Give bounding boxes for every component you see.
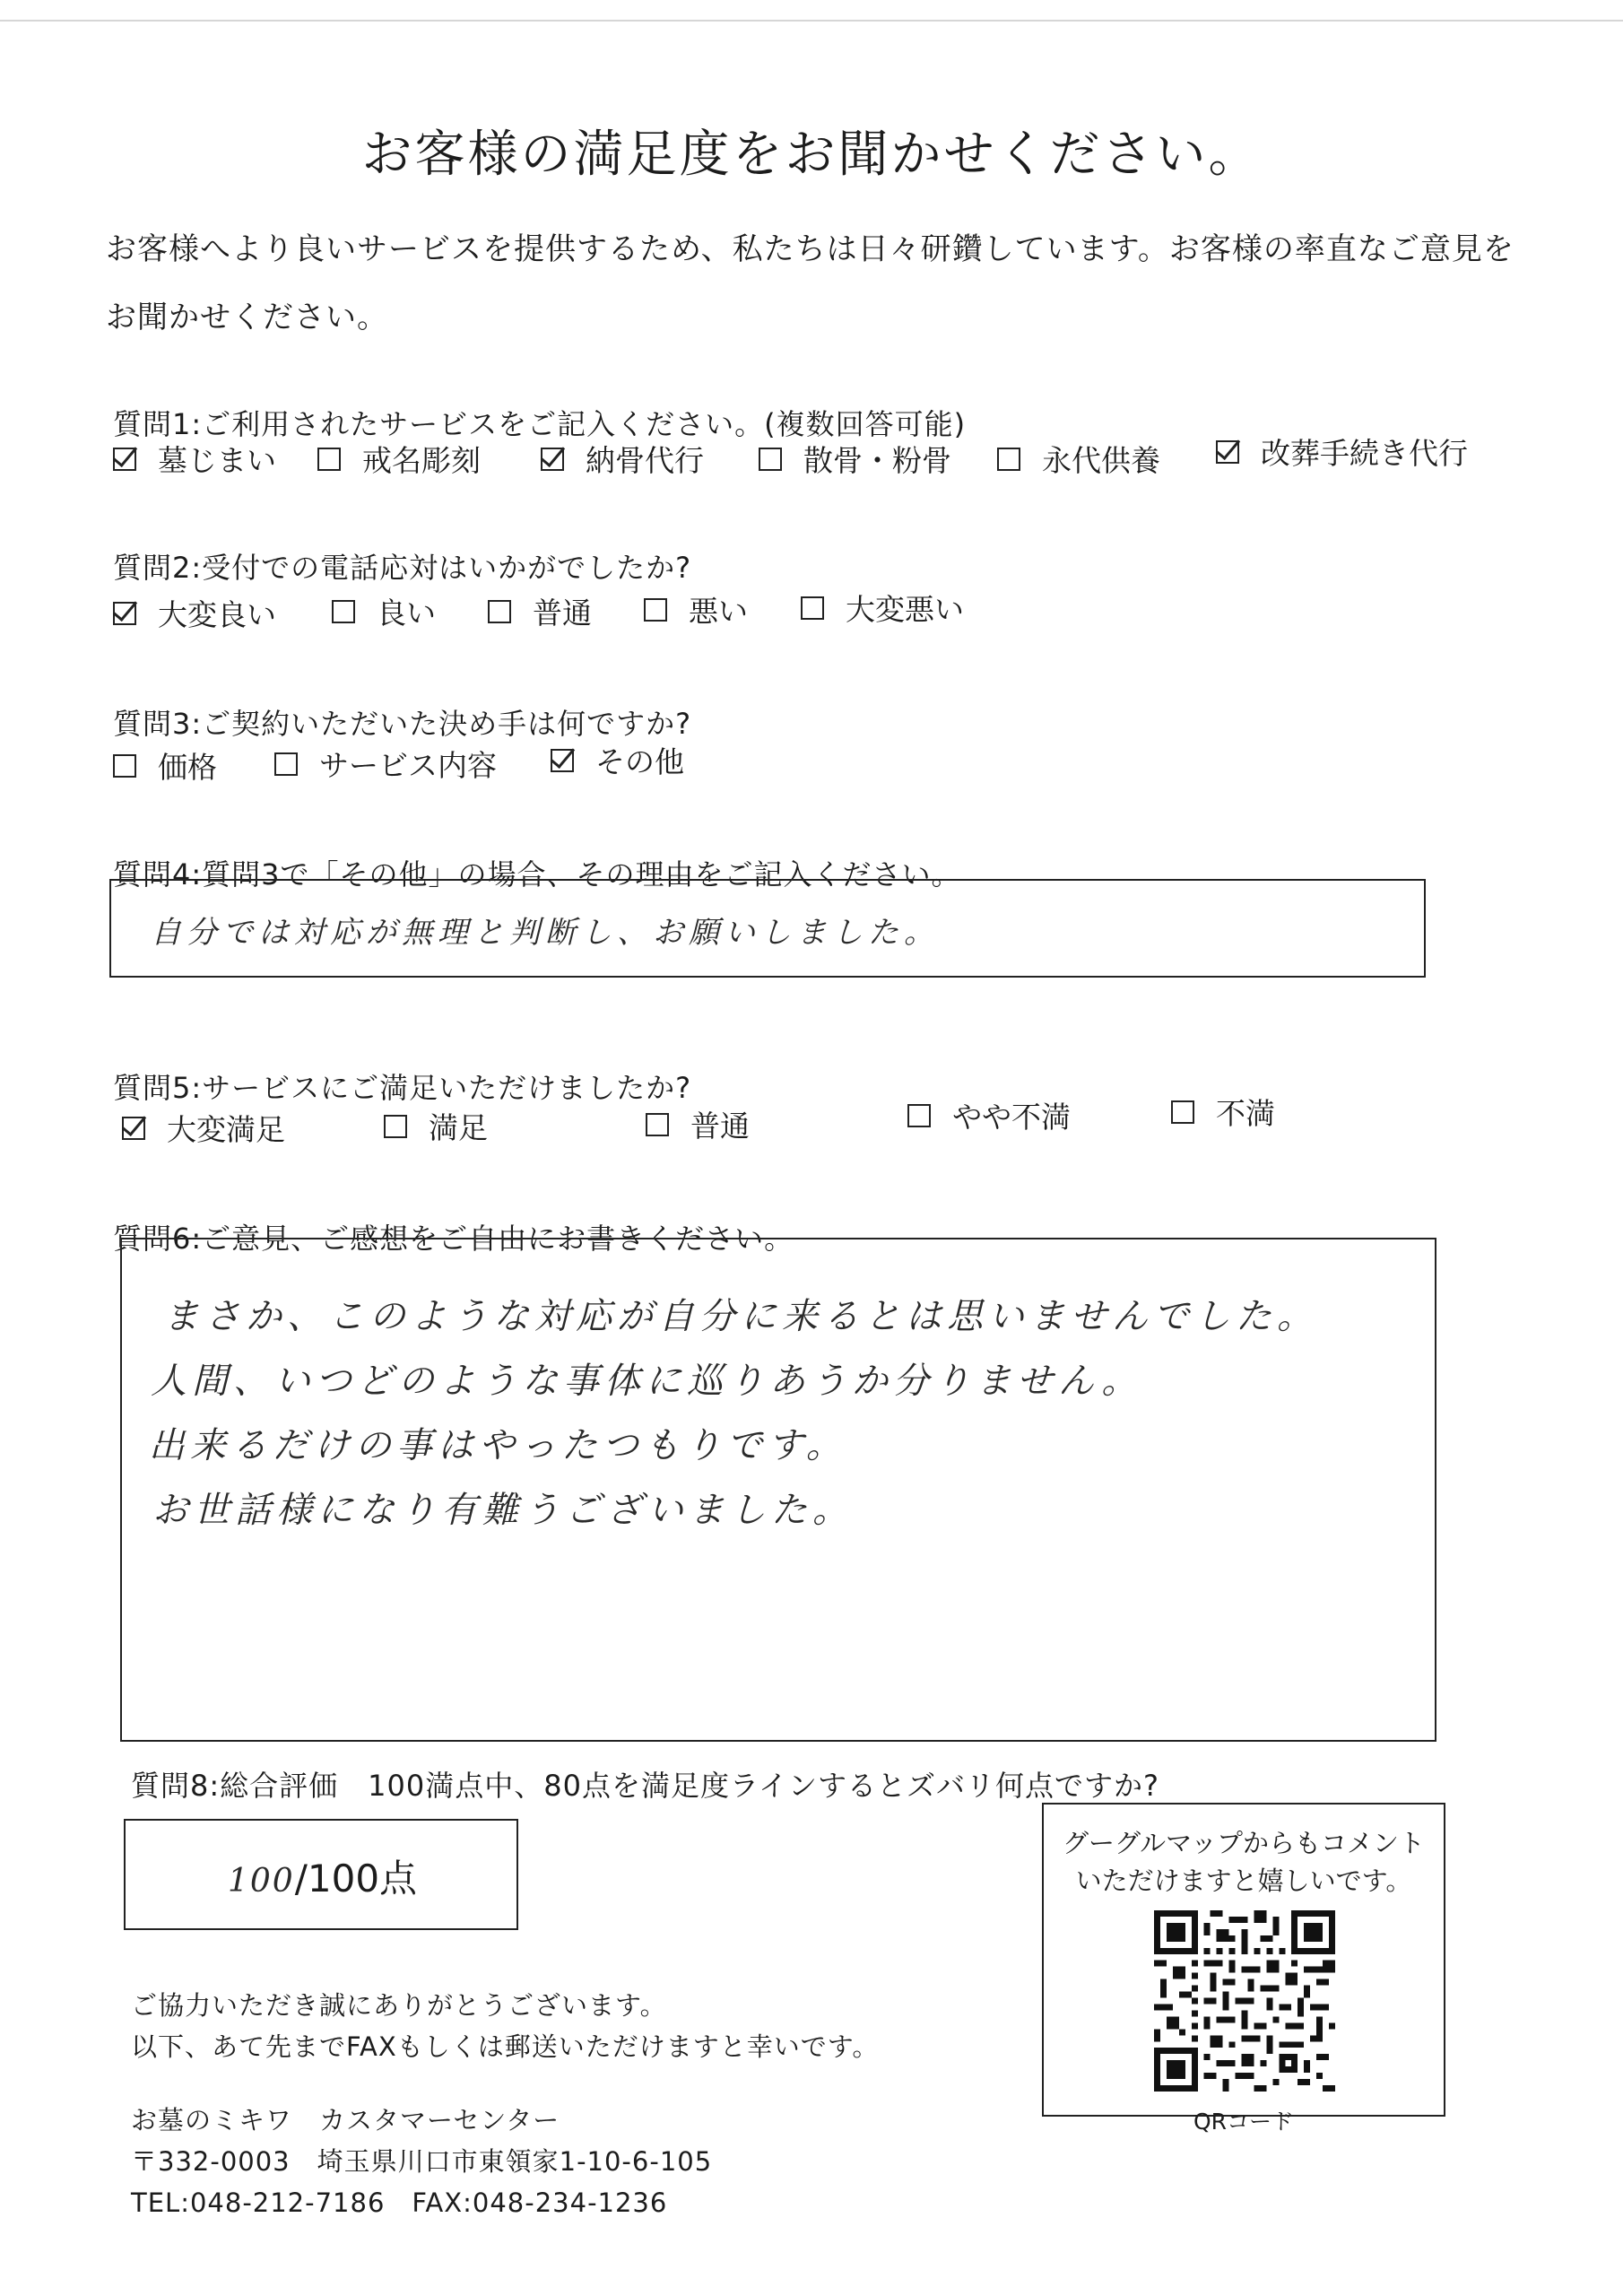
option-label: その他 [595, 744, 684, 779]
q2-option-3[interactable] [488, 590, 592, 632]
checkbox[interactable] [759, 448, 782, 471]
q1-option-4[interactable] [759, 438, 951, 480]
handwritten-score: 100 [228, 1863, 295, 1900]
qr-message-line-1: グーグルマップからもコメント [1063, 1828, 1425, 1858]
intro-line-2: お聞かせください。 [106, 300, 388, 335]
q6-handwritten-line-4: お世話様になり有難うございました。 [152, 1490, 854, 1531]
question-4-label: 質問4:質問3で「その他」の場合、その理由をご記入ください。 [113, 857, 961, 891]
checkbox[interactable] [332, 600, 355, 623]
q5-option-5[interactable] [1171, 1091, 1275, 1133]
option-label: 改葬手続き代行 [1261, 436, 1468, 471]
option-label: 価格 [158, 750, 217, 785]
question-3-label: 質問3:ご契約いただいた決め手は何ですか? [113, 707, 692, 741]
footer-thanks-1: ご協力いただき誠にありがとうございます。 [131, 1990, 667, 2021]
q3-option-1[interactable] [113, 744, 217, 787]
checkbox[interactable] [801, 596, 824, 620]
checkbox[interactable] [317, 448, 341, 471]
checkbox[interactable] [274, 752, 298, 776]
q5-option-3[interactable] [646, 1103, 750, 1145]
option-label: 悪い [689, 594, 748, 629]
q3-option-3[interactable] [551, 739, 684, 781]
q3-option-2[interactable] [274, 743, 497, 785]
option-label: 不満 [1216, 1096, 1275, 1131]
checkbox[interactable] [551, 749, 574, 772]
question-6-label: 質問6:ご意見、ご感想をご自由にお書きください。 [113, 1222, 794, 1256]
qr-message [1042, 1824, 1445, 1900]
checkbox[interactable] [997, 448, 1020, 471]
question-2-label: 質問2:受付での電話応対はいかがでしたか? [113, 551, 692, 585]
option-label: 大変良い [158, 597, 276, 632]
q5-option-2[interactable] [384, 1105, 488, 1147]
option-label: 満足 [429, 1110, 488, 1145]
footer-address: 〒332-0003 埼玉県川口市東領家1-10-6-105 [131, 2146, 713, 2177]
q1-option-5[interactable] [997, 438, 1160, 480]
page-title: お客様の満足度をお聞かせください。 [361, 126, 1262, 184]
question-5-label: 質問5:サービスにご満足いただけましたか? [113, 1071, 692, 1105]
question-8-label: 質問8:総合評価 100満点中、80点を満足度ラインするとズバリ何点ですか? [131, 1769, 1159, 1803]
question-1-label: 質問1:ご利用されたサービスをご記入ください。(複数回答可能) [113, 407, 967, 441]
option-label: 大変満足 [167, 1112, 285, 1147]
checkbox[interactable] [113, 754, 136, 778]
checkbox[interactable] [644, 598, 667, 622]
q5-option-4[interactable] [907, 1094, 1071, 1136]
option-label: 散骨・粉骨 [803, 443, 951, 478]
option-label: 普通 [690, 1109, 750, 1144]
option-label: 墓じまい [158, 443, 276, 478]
checkbox[interactable] [541, 448, 564, 471]
checkbox[interactable] [122, 1117, 145, 1140]
q5-option-1[interactable] [122, 1107, 285, 1149]
option-label: 普通 [533, 596, 592, 631]
qr-message-line-2: いただけますと嬉しいです。 [1075, 1866, 1412, 1896]
checkbox[interactable] [113, 602, 136, 625]
option-label: 良い [377, 596, 436, 631]
q2-option-4[interactable] [644, 588, 748, 631]
q8-score [228, 1849, 417, 1903]
option-label: サービス内容 [319, 748, 497, 783]
option-label: 永代供養 [1042, 443, 1160, 478]
q6-handwritten-line-3: 出来るだけの事はやったつもりです。 [149, 1425, 847, 1466]
checkbox[interactable] [113, 448, 136, 471]
checkbox[interactable] [1216, 440, 1239, 464]
q1-option-2[interactable] [317, 438, 481, 480]
q1-option-1[interactable] [113, 438, 276, 480]
q4-handwritten-answer: 自分では対応が無理と判断し、お願いしました。 [151, 915, 940, 951]
qr-code-image[interactable] [1154, 1910, 1335, 2092]
footer-company: お墓のミキワ カスタマーセンター [131, 2105, 560, 2135]
checkbox[interactable] [907, 1104, 931, 1127]
q6-handwritten-line-2: 人間、いつどのような事体に巡りあうか分りません。 [151, 1361, 1143, 1402]
footer-thanks-2: 以下、あて先までFAXもしくは郵送いただけますと幸いです。 [131, 2031, 880, 2062]
printed-score: /100点 [294, 1857, 418, 1900]
option-label: 戒名彫刻 [362, 443, 481, 478]
option-label: 大変悪い [846, 592, 964, 627]
q2-option-5[interactable] [801, 587, 964, 629]
q2-option-1[interactable] [113, 592, 276, 634]
scan-edge-line [0, 20, 1623, 22]
intro-line-1: お客様へより良いサービスを提供するため、私たちは日々研鑽しています。お客様の率直なご意見を [106, 231, 1515, 267]
checkbox[interactable] [1171, 1100, 1194, 1124]
checkbox[interactable] [646, 1113, 669, 1136]
option-label: やや不満 [952, 1100, 1071, 1135]
q1-option-3[interactable] [541, 438, 704, 480]
option-label: 納骨代行 [586, 443, 704, 478]
footer-contact: TEL:048-212-7186 FAX:048-234-1236 [131, 2187, 668, 2218]
q6-handwritten-line-1: まさか、このような対応が自分に来るとは思いませんでした。 [163, 1296, 1318, 1337]
q2-option-2[interactable] [332, 590, 436, 632]
checkbox[interactable] [488, 600, 511, 623]
checkbox[interactable] [384, 1115, 407, 1138]
q1-option-6[interactable] [1216, 430, 1468, 473]
qr-caption: QRコード [1193, 2109, 1295, 2135]
